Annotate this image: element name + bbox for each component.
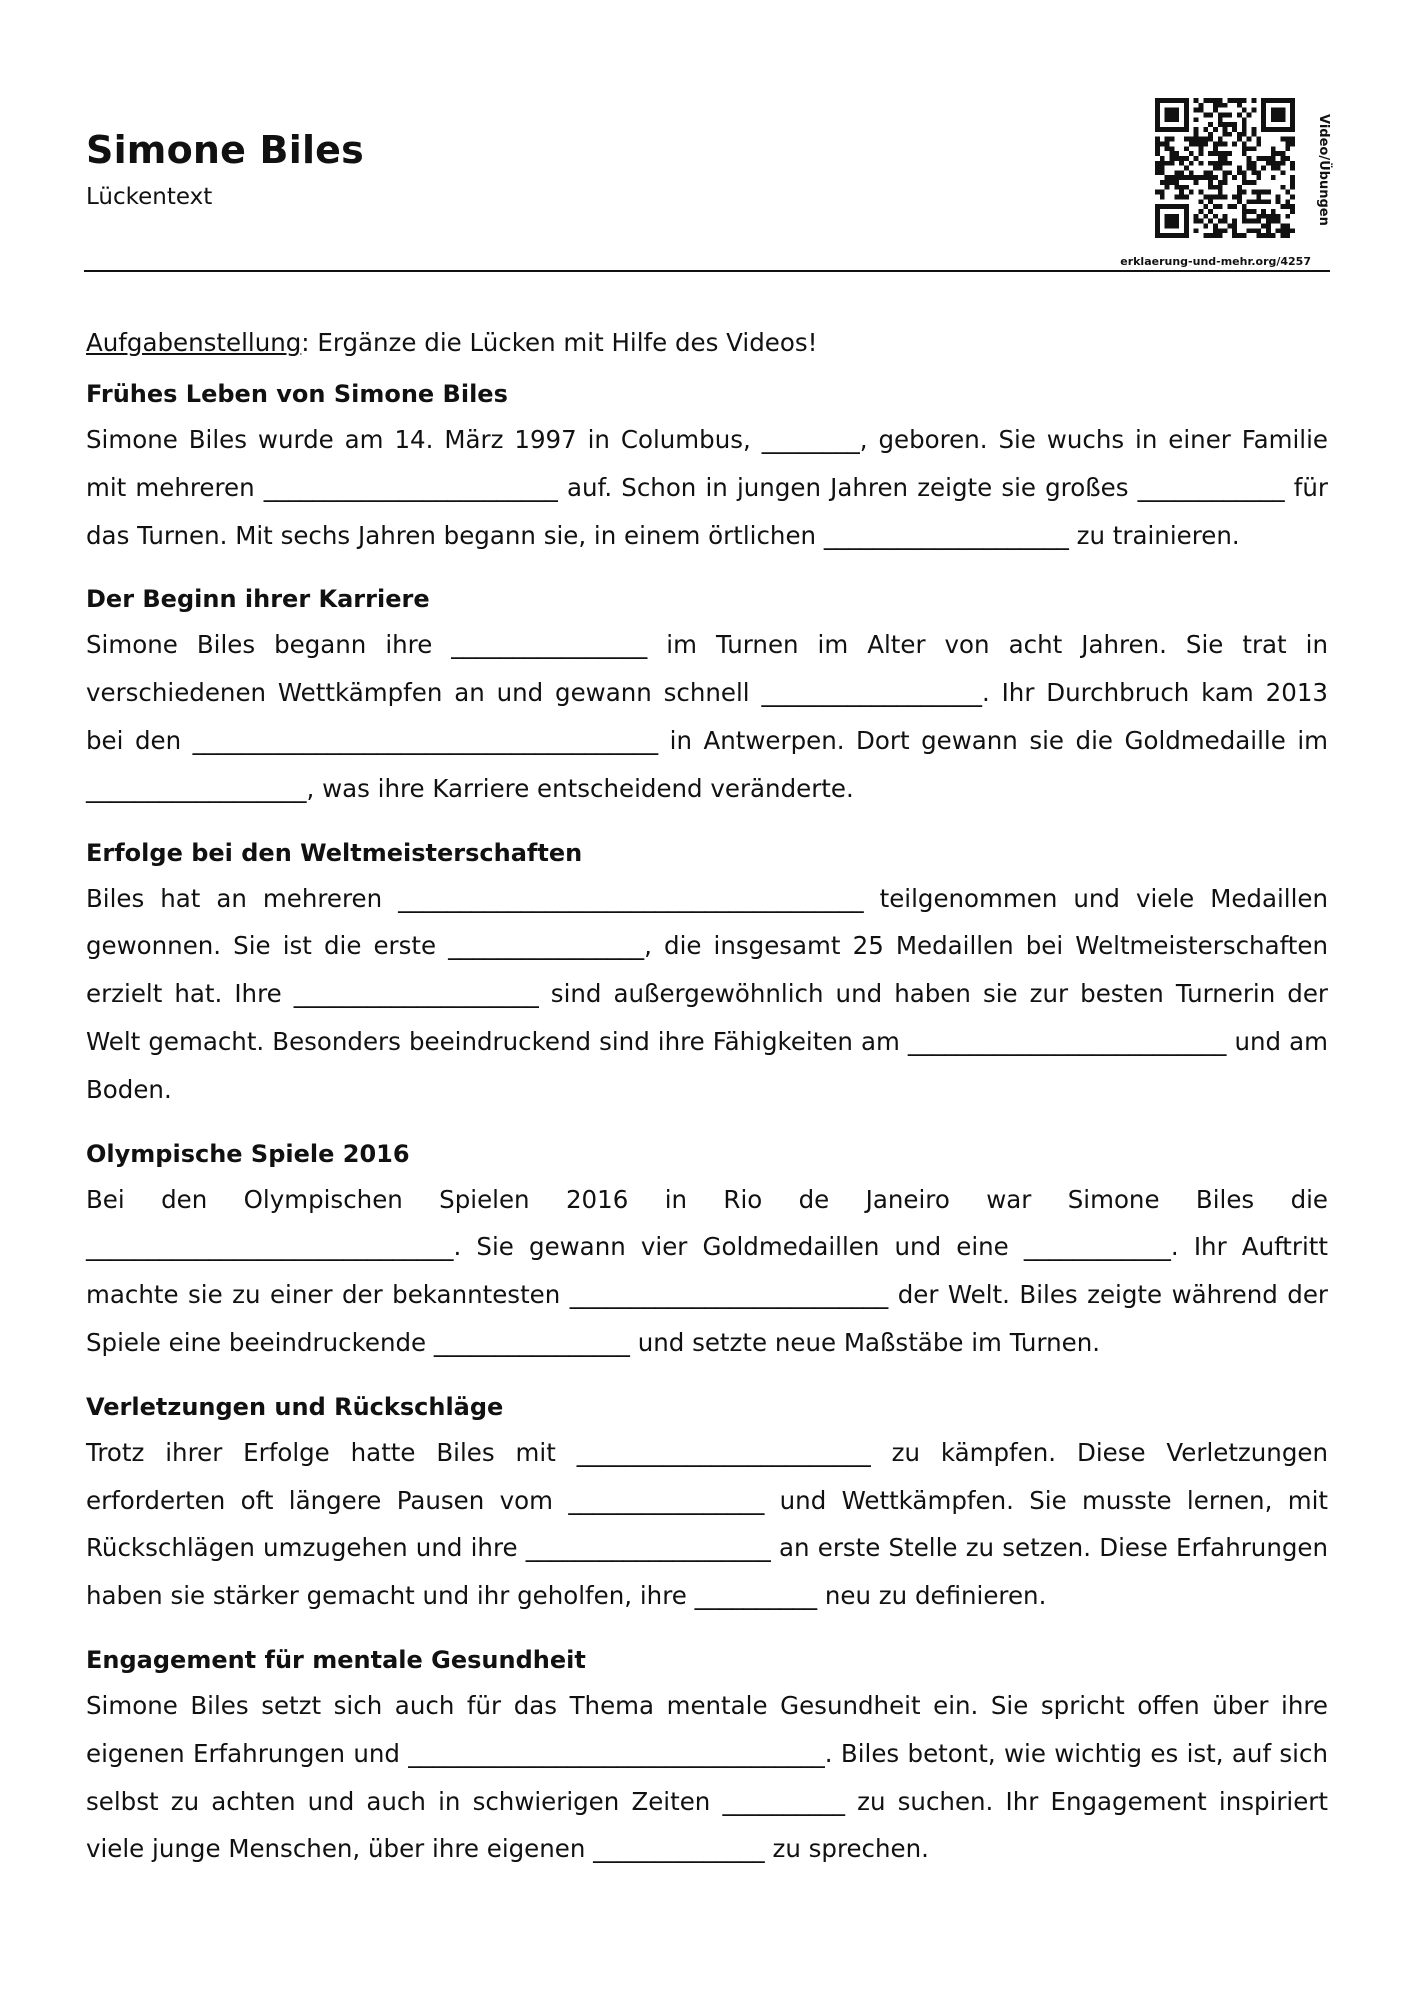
section-text: Simone Biles wurde am 14. März 1997 in Columbus, ________, geboren. Sie wuchs in einer Familie mit mehreren ________________________ auf. Schon in jungen Jahren zeigte sie großes ____________ für das Turnen. Mit sechs Jahren begann sie, in einem örtlichen ____________________ zu trainieren. (86, 425, 1328, 550)
section-mental-health (86, 1638, 1328, 1873)
section-world-championships (86, 831, 1328, 1114)
section-text: Trotz ihrer Erfolge hatte Biles mit ________________________ zu kämpfen. Diese Verletzungen erforderten oft längere Pausen vom ________________ und Wettkämpfen. Sie musste lernen, mit Rückschlägen umzugehen und ihre ____________________ an erste Stelle zu setzen. Diese Erfahrungen haben sie stärker gemacht und ihr geholfen, ihre __________ neu zu definieren. (86, 1437, 1328, 1611)
qr-code-icon (1155, 98, 1295, 238)
section-heading: Frühes Leben von Simone Biles (86, 380, 508, 408)
worksheet-title: Simone Biles (86, 128, 364, 172)
section-text: Simone Biles begann ihre ________________ im Turnen im Alter von acht Jahren. Sie trat in verschiedenen Wettkämpfen an und gewann schnell __________________. Ihr Durchbruch kam 2013 bei den ______________________________________ in Antwerpen. Dort gewann sie die Goldmedaille im __________________, was ihre Karriere entscheidend veränderte. (86, 630, 1328, 803)
qr-side-label: Video/Übungen (1316, 114, 1331, 226)
section-injuries (86, 1385, 1328, 1620)
section-text: Biles hat an mehreren ______________________________________ teilgenommen und viele Medaillen gewonnen. Sie ist die erste ________________, die insgesamt 25 Medaillen bei Weltmeisterschaften erzielt hat. Ihre ____________________ sind außergewöhnlich und haben sie zur besten Turnerin der Welt gemacht. Besonders beeindruckend sind ihre Fähigkeiten am __________________________ und am Boden. (86, 883, 1328, 1104)
section-heading: Erfolge bei den Weltmeisterschaften (86, 838, 583, 867)
task-text: : Ergänze die Lücken mit Hilfe des Videos! (301, 328, 818, 357)
worksheet-subtitle: Lückentext (86, 184, 213, 210)
source-url: erklaerung-und-mehr.org/4257 (1120, 255, 1311, 268)
header-divider (84, 270, 1330, 272)
section-heading: Verletzungen und Rückschläge (86, 1392, 504, 1421)
task-label: Aufgabenstellung (86, 328, 302, 357)
section-career-start (86, 577, 1328, 812)
section-heading: Der Beginn ihrer Karriere (86, 585, 430, 614)
section-heading: Olympische Spiele 2016 (86, 1139, 410, 1168)
section-early-life (86, 372, 1328, 559)
section-text: Bei den Olympischen Spielen 2016 in Rio de Janeiro war Simone Biles die ______________________________. Sie gewann vier Goldmedaillen und eine ____________. Ihr Auftritt machte sie zu einer der bekanntesten __________________________ der Welt. Biles zeigte während der Spiele eine beeindruckende ________________ und setzte neue Maßstäbe im Turnen. (86, 1184, 1328, 1357)
worksheet-body (86, 327, 1328, 1891)
section-olympics-2016 (86, 1132, 1328, 1367)
section-heading: Engagement für mentale Gesundheit (86, 1645, 586, 1674)
section-text: Simone Biles setzt sich auch für das Thema mentale Gesundheit ein. Sie spricht offen über ihre eigenen Erfahrungen und __________________________________. Biles betont, wie wichtig es ist, auf sich selbst zu achten und auch in schwierigen Zeiten __________ zu suchen. Ihr Engagement inspiriert viele junge Menschen, über ihre eigenen ______________ zu sprechen. (86, 1690, 1328, 1864)
task-instruction (86, 327, 1328, 359)
